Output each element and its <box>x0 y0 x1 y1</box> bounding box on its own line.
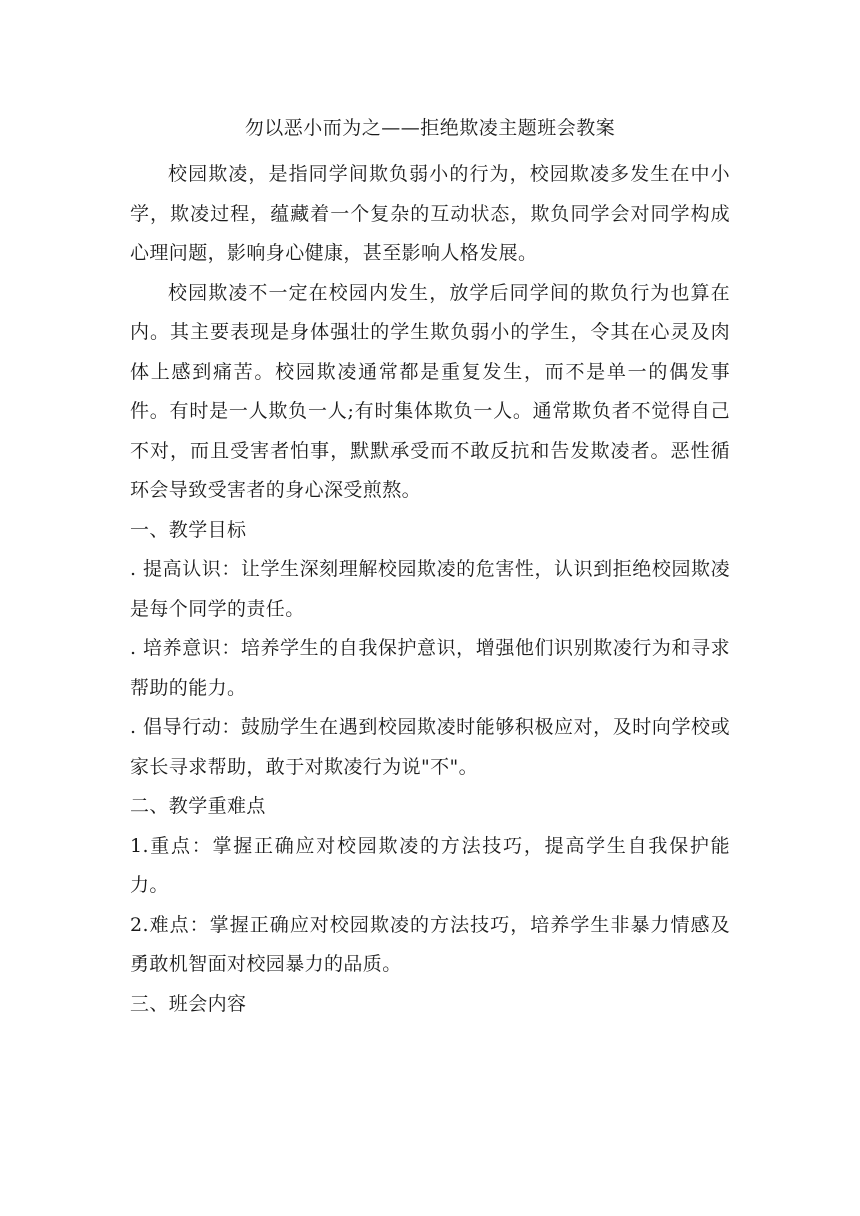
section-heading-key-points: 二、教学重难点 <box>130 795 266 817</box>
key-point-difficulty: 2.难点：掌握正确应对校园欺凌的方法技巧，培养学生非暴力情感及勇敢机智面对校园暴力的品质。 <box>130 913 730 975</box>
section-heading-teaching-goals: 一、教学目标 <box>130 518 247 541</box>
key-point-focus: 1.重点：掌握正确应对校园欺凌的方法技巧，提高学生自我保护能力。 <box>130 834 730 896</box>
goal-item-cultivate-consciousness: . 培养意识：培养学生的自我保护意识，增强他们识别欺凌行为和寻求帮助的能力。 <box>130 637 730 699</box>
goal-item-advocate-action: . 倡导行动：鼓励学生在遇到校园欺凌时能够积极应对，及时向学校或家长寻求帮助，敢于对欺凌行为说"不"。 <box>130 716 730 778</box>
intro-paragraph-2: 校园欺凌不一定在校园内发生，放学后同学间的欺负行为也算在内。其主要表现是身体强壮的学生欺负弱小的学生，令其在心灵及肉体上感到痛苦。校园欺凌通常都是重复发生，而不是单一的偶发事件。有时是一人欺负一人;有时集体欺负一人。通常欺负者不觉得自己不对，而且受害者怕事，默默承受而不敢反抗和告发欺凌者。恶性循环会导致受害者的身心深受煎熬。 <box>130 281 730 501</box>
section-heading-class-content: 三、班会内容 <box>130 992 247 1015</box>
document-title: 勿以恶小而为之——拒绝欺凌主题班会教案 <box>244 117 616 139</box>
document-body <box>130 112 730 1024</box>
goal-item-raise-awareness: . 提高认识：让学生深刻理解校园欺凌的危害性，认识到拒绝校园欺凌是每个同学的责任。 <box>130 558 730 620</box>
intro-paragraph-1: 校园欺凌，是指同学间欺负弱小的行为，校园欺凌多发生在中小学，欺凌过程，蕴藏着一个复杂的互动状态，欺负同学会对同学构成心理问题，影响身心健康，甚至影响人格发展。 <box>130 163 730 264</box>
